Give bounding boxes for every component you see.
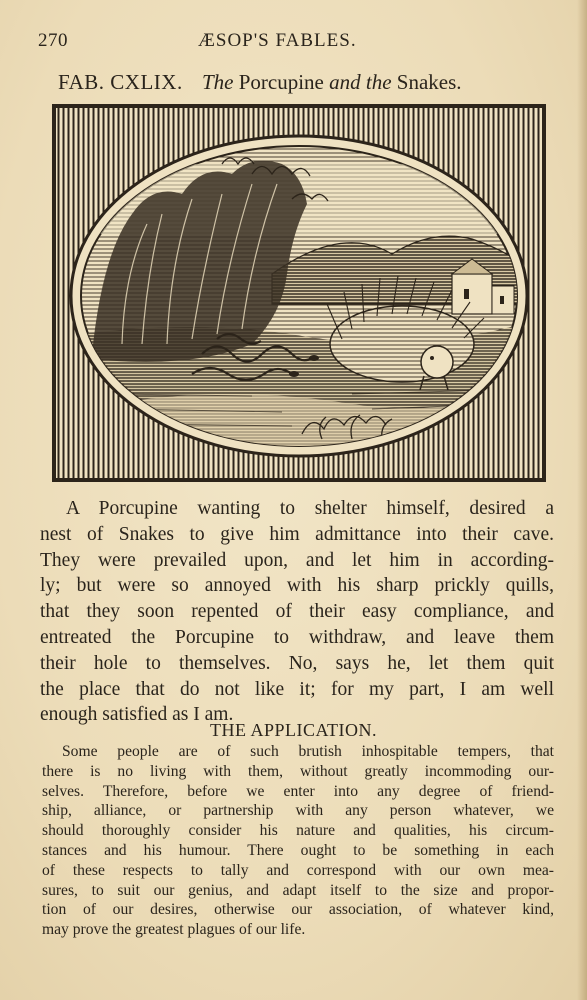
fable-line: the place that do not like it; for my part, I am well xyxy=(40,678,554,700)
fable-heading xyxy=(58,70,558,95)
title-word-the: The xyxy=(201,70,234,94)
running-title: ÆSOP'S FABLES. xyxy=(198,30,357,51)
title-word-and-the: and the xyxy=(329,70,392,94)
application-line: may prove the greatest plagues of our life. xyxy=(42,921,306,939)
title-word-snakes: Snakes. xyxy=(396,70,462,94)
fable-number: FAB. CXLIX. xyxy=(58,70,183,94)
page-number: 270 xyxy=(38,30,68,51)
application-heading: THE APPLICATION. xyxy=(209,720,377,740)
application-line: stances and his humour. There ought to be something in each xyxy=(42,841,554,859)
application-line: should thoroughly consider his nature and qualities, his circum- xyxy=(42,822,554,840)
application-line: tion of our desires, otherwise our association, of whatever kind, xyxy=(42,901,554,919)
fable-line: enough satisfied as I am. xyxy=(40,704,234,726)
application-line: there is no living with them, without greatly incommoding our- xyxy=(42,762,554,780)
application-line: Some people are of such brutish inhospitable tempers, that xyxy=(62,743,554,760)
running-head xyxy=(38,30,558,56)
fable-line: A Porcupine wanting to shelter himself, desired a xyxy=(66,498,554,519)
application-line: of these respects to tally and correspond with our own mea- xyxy=(42,861,554,879)
fable-line: nest of Snakes to give him admittance into their cave. xyxy=(40,523,554,545)
application-line: ship, alliance, or partnership with any person whatever, we xyxy=(42,802,554,820)
fable-line: ly; but were so annoyed with his sharp prickly quills, xyxy=(40,575,554,597)
fable-text xyxy=(40,496,554,728)
page-edge-shadow xyxy=(577,0,587,1000)
fable-line: their hole to themselves. No, says he, let them quit xyxy=(40,652,554,674)
application-text xyxy=(42,742,554,940)
fable-line: entreated the Porcupine to withdraw, and leave them xyxy=(40,626,554,648)
fable-line: They were prevailed upon, and let him in according- xyxy=(40,549,554,571)
application-line: selves. Therefore, before we enter into any degree of friend- xyxy=(42,782,554,800)
application-line: sures, to suit our genius, and adapt itself to the size and propor- xyxy=(42,881,554,899)
woodcut-porcupine-and-snakes-icon xyxy=(52,104,546,482)
fable-line: that they soon repented of their easy compliance, and xyxy=(40,601,554,623)
title-word-porcupine: Porcupine xyxy=(238,70,324,94)
